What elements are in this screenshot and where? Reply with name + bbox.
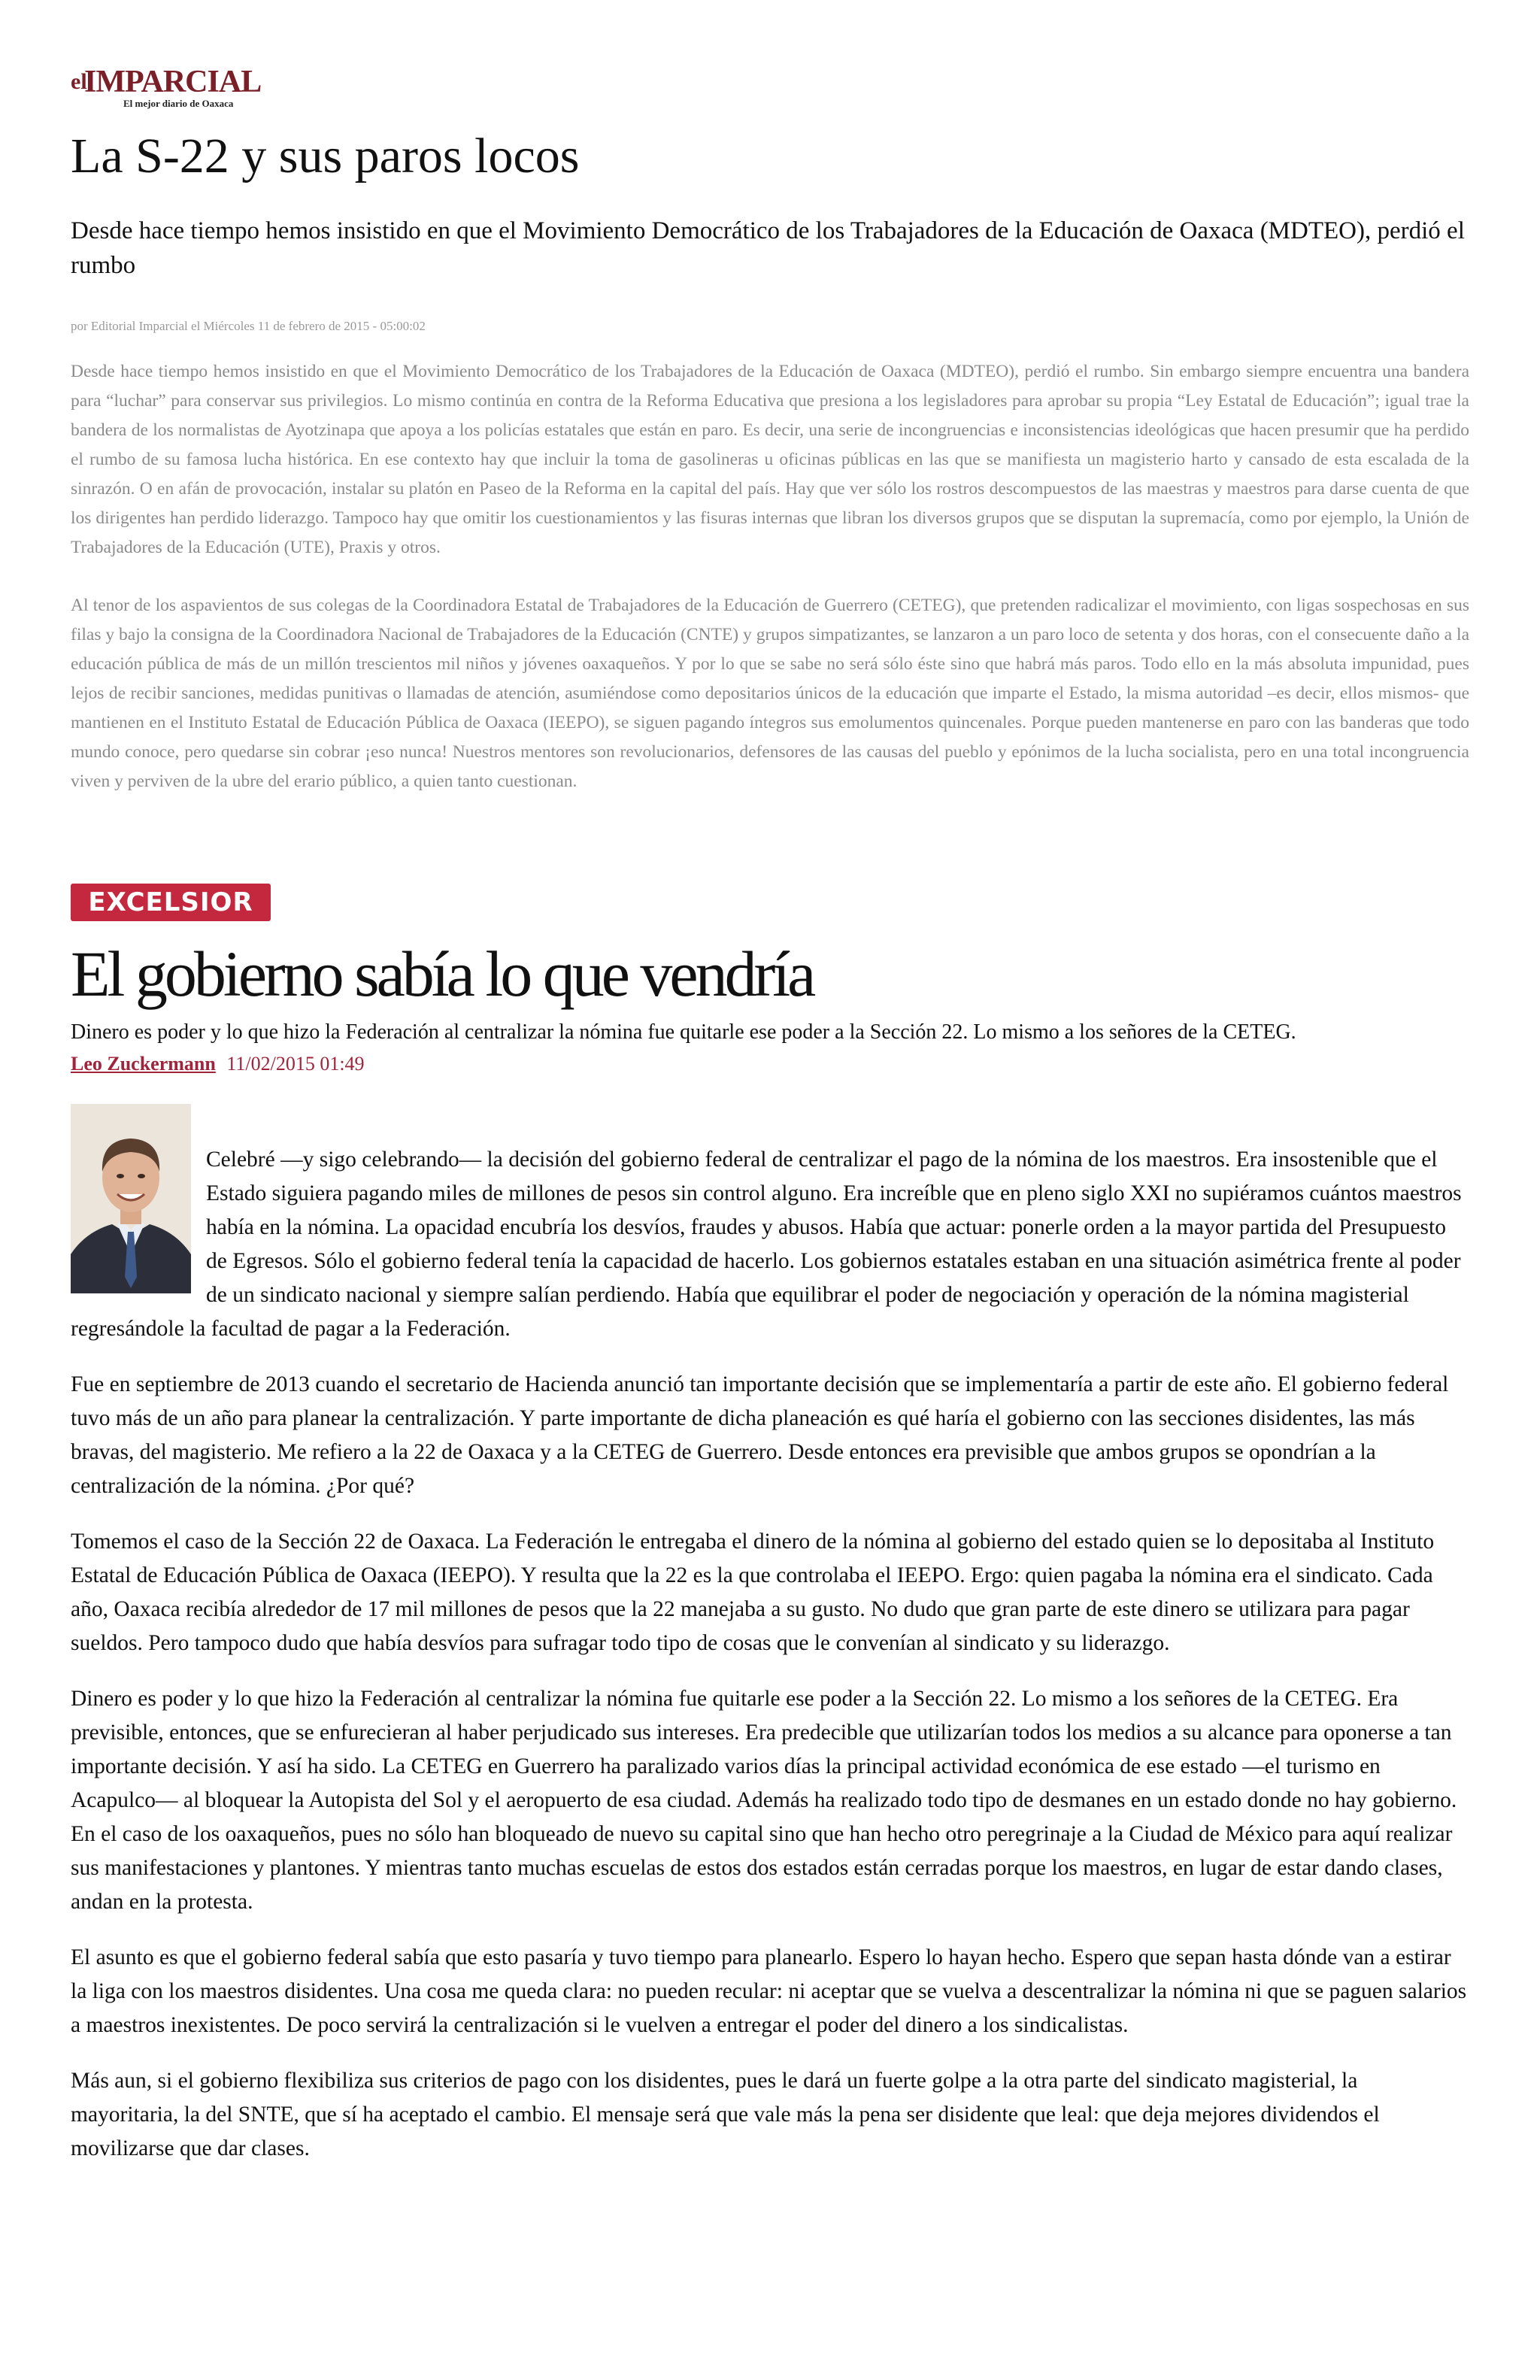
excelsior-paragraph: Dinero es poder y lo que hizo la Federación al centralizar la nómina fue quitarle ese poder a la Sección 22. Lo mismo a los señores de la CETEG. Era previsible, entonces, que se enfurecieran al haber perjudicado sus intereses. Era predecible que utilizarían todos los medios a su alcance para oponerse a tan importante decisión. Y así ha sido. La CETEG en Guerrero ha paralizado varios días la principal actividad económica de ese estado —el turismo en Acapulco— al bloquear la Autopista del Sol y el aeropuerto de esa ciudad. Además ha realizado todo tipo de desmanes en un estado donde no hay gobierno. En el caso de los oaxaqueños, pues no sólo han bloqueado de nuevo su capital sino que han hecho otro peregrinaje a la Ciudad de México para aquí realizar sus manifestaciones y plantones. Y mientras tanto muchas escuelas de estos dos estados están cerradas porque los maestros, en lugar de estar dando clases, andan en la protesta. [71,1687,1457,1914]
excelsior-paragraph: Más aun, si el gobierno flexibiliza sus criterios de pago con los disidentes, pues le dará un fuerte golpe a la otra parte del sindicato magisterial, la mayoritaria, la del SNTE, que sí ha aceptado el cambio. El mensaje será que vale más la pena ser disidente que leal: que deja mejores dividendos el movilizarse que dar clases. [71,2069,1380,2160]
article-datetime: 11/02/2015 01:49 [226,1053,365,1075]
excelsior-paragraph: Tomemos el caso de la Sección 22 de Oaxaca. La Federación le entregaba el dinero de la nómina al gobierno del estado quien se lo depositaba al Instituto Estatal de Educación Pública de Oaxaca (IEEPO). Y resulta que la 22 es la que controlaba el IEEPO. Ergo: quien pagaba la nómina era el sindicato. Cada año, Oaxaca recibía alrededor de 17 mil millones de pesos que la 22 manejaba a su gusto. No dudo que gran parte de este dinero se utilizara para pagar sueldos. Pero tampoco dudo que había desvíos para sufragar todo tipo de cosas que le convenían al sindicato y su liderazgo. [71,1530,1435,1655]
imparcial-paragraph: Al tenor de los aspavientos de sus colegas de la Coordinadora Estatal de Trabajadores de la Educación de Guerrero (CETEG), que pretenden radicalizar el movimiento, con ligas sospechosas en sus filas y bajo la consigna de la Coordinadora Nacional de Trabajadores de la Educación (CNTE) y grupos simpatizantes, se lanzaron a un paro loco de setenta y dos horas, con el consecuente daño a la educación pública de más de un millón trescientos mil niños y jóvenes oaxaqueños. Y por lo que se sabe no será sólo éste sino que habrá más paros. Todo ello en la más absoluta impunidad, pues lejos de recibir sanciones, medidas punitivas o llamadas de atención, asumiéndose como depositarios únicos de la educación que imparte el Estado, la misma autoridad –es decir, ellos mismos- que mantienen en el Instituto Estatal de Educación Pública de Oaxaca (IEEPO), se siguen pagando íntegros sus emolumentos quincenales. Porque pueden mantenerse en paro con las banderas que todo mundo conoce, pero quedarse sin cobrar ¡eso nunca! Nuestros mentores son revolucionarios, defensores de las causas del pueblo y epónimos de la lucha socialista, pero en una total incongruencia viven y perviven de la ubre del erario público, a quien tanto cuestionan. [71,596,1469,791]
excelsior-logo [71,884,271,921]
author-link[interactable]: Leo Zuckermann [71,1053,216,1075]
imparcial-logo-word: IMPARCIAL [84,65,262,99]
excelsior-article-subtitle: Dinero es poder y lo que hizo la Federación al centralizar la nómina fue quitarle ese poder a la Sección 22. Lo mismo a los señores de la CETEG. [71,1020,1296,1044]
excelsior-article-meta [71,1049,365,1079]
imparcial-logo-mark: el [71,69,87,94]
author-photo [71,1104,191,1293]
imparcial-byline: por Editorial Imparcial el Miércoles 11 de febrero de 2015 - 05:00:02 [71,319,426,333]
imparcial-logo-slogan: El mejor diario de Oaxaca [123,98,234,109]
excelsior-paragraph: Celebré —y sigo celebrando— la decisión del gobierno federal de centralizar el pago de la nómina de los maestros. Era insostenible que el Estado siguiera pagando miles de millones de pesos sin control alguno. Era increíble que en pleno siglo XXI no supiéramos cuántos maestros había en la nómina. La opacidad encubría los desvíos, fraudes y abusos. Había que actuar: ponerle orden a la mayor partida del Presupuesto de Egresos. Sólo el gobierno federal tenía la capacidad de hacerlo. Los gobiernos estatales estaban en una situación asimétrica frente al poder de un sindicato nacional y siempre salían perdiendo. Había que equilibrar el poder de negociación y operación de la nómina magisterial regresándole la facultad de pagar a la Federación. [71,1148,1462,1341]
excelsior-paragraph: Fue en septiembre de 2013 cuando el secretario de Hacienda anunció tan importante decisión que se implementaría a partir de este año. El gobierno federal tuvo más de un año para planear la centralización. Y parte importante de dicha planeación es qué haría el gobierno con las secciones disidentes, las más bravas, del magisterio. Me refiero a la 22 de Oaxaca y a la CETEG de Guerrero. Desde entonces era previsible que ambos grupos se opondrían a la centralización de la nómina. ¿Por qué? [71,1372,1449,1498]
imparcial-article-body [71,357,1469,825]
excelsior-paragraph: El asunto es que el gobierno federal sabía que esto pasaría y tuvo tiempo para planearlo. Espero lo hayan hecho. Espero que sepan hasta dónde van a estirar la liga con los maestros disidentes. Una cosa me queda clara: no pueden recular: ni aceptar que se vuelva a descentralizar la nómina ni que se paguen salarios a maestros inexistentes. De poco servirá la centralización si le vuelven a entregar el poder del dinero a los sindicalistas. [71,1945,1467,2037]
excelsior-logo-text: EXCELSIOR [88,887,253,917]
author-portrait-image [71,1104,191,1293]
imparcial-article-title: La S-22 y sus paros locos [71,129,580,183]
excelsior-article-body [71,1104,1469,2187]
imparcial-paragraph: Desde hace tiempo hemos insistido en que el Movimiento Democrático de los Trabajadores de la Educación de Oaxaca (MDTEO), perdió el rumbo. Sin embargo siempre encuentra una bandera para “luchar” para conservar sus privilegios. Lo mismo continúa en contra de la Reforma Educativa que presiona a los legisladores para aprobar su propia “Ley Estatal de Educación”; igual trae la bandera de los normalistas de Ayotzinapa que apoya a los policías estatales que están en paro. Es decir, una serie de incongruencias e inconsistencias ideológicas que hacen presumir que ha perdido el rumbo de su famosa lucha histórica. En ese contexto hay que incluir la toma de gasolineras u oficinas públicas en las que se manifiesta un magisterio harto y cansado de esta escalada de la sinrazón. O en afán de provocación, instalar su platón en Paseo de la Reforma en la capital del país. Hay que ver sólo los rostros descompuestos de las maestras y maestros para darse cuenta de que los dirigentes han perdido liderazgo. Tampoco hay que omitir los cuestionamientos y las fisuras internas que libran los diversos grupos que se disputan la supremacía, como por ejemplo, la Unión de Trabajadores de la Educación (UTE), Praxis y otros. [71,362,1469,557]
imparcial-article-subtitle: Desde hace tiempo hemos insistido en que el Movimiento Democrático de los Trabajadores de la Educación de Oaxaca (MDTEO), perdió el rumbo [71,217,1465,279]
excelsior-article-title: El gobierno sabía lo que vendría [71,938,814,1010]
